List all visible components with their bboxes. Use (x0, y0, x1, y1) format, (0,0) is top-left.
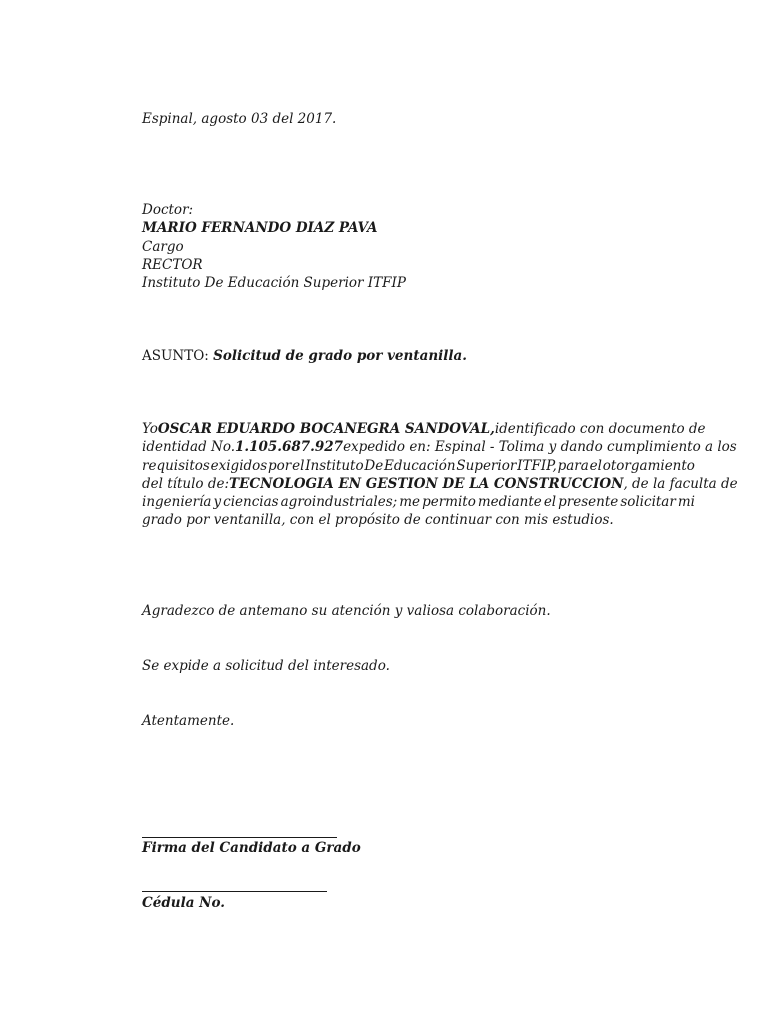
body-row (142, 457, 695, 475)
recipient-position: RECTOR (142, 257, 203, 273)
body-part4-word: Instituto (305, 457, 364, 474)
id-rule (142, 891, 327, 892)
body-part3: expedido en: Espinal - Tolima y dando cumplimiento a los (343, 439, 737, 456)
program-name: TECNOLOGIA EN GESTION DE LA CONSTRUCCION (229, 475, 624, 492)
date-line: Espinal, agosto 03 del 2017. (142, 111, 337, 127)
body-paragraph (142, 420, 738, 530)
body-part4-word: requisitos (142, 457, 210, 474)
body-row (142, 511, 695, 529)
closing-line: Atentamente. (142, 713, 235, 729)
body-part8: grado por ventanilla, con el propósito de continuar con mis estudios. (142, 512, 614, 529)
body-yo: Yo (142, 421, 158, 437)
body-part7-word: presente (558, 494, 619, 511)
issued-line: Se expide a solicitud del interesado. (142, 658, 390, 674)
body-part4-word: el (292, 457, 305, 474)
body-part1: identificado con documento de (494, 421, 706, 437)
subject-line (142, 347, 467, 365)
thanks-line: Agradezco de antemano su atención y valiosa colaboración. (142, 603, 551, 619)
body-part7-word: me (399, 494, 421, 511)
subject-text: Solicitud de grado por ventanilla. (213, 348, 467, 364)
signature-rule (142, 837, 337, 838)
recipient-cargo-label: Cargo (142, 239, 184, 255)
signature-label: Firma del Candidato a Grado (142, 840, 361, 856)
body-part2: identidad No. (142, 439, 236, 456)
body-part4-word: Superior (456, 457, 517, 474)
body-part4-word: Educación (384, 457, 456, 474)
body-part7-word: solicitar (620, 494, 676, 511)
recipient-name: MARIO FERNANDO DIAZ PAVA (142, 220, 378, 236)
body-part4-word: el (589, 457, 602, 474)
body-row (142, 475, 738, 493)
body-part5: del título de: (142, 475, 230, 492)
body-part7-word: agroindustriales; (280, 494, 398, 511)
body-part7-word: mi (677, 494, 695, 511)
body-part4-word: De (364, 457, 384, 474)
body-row (142, 493, 695, 511)
applicant-name: OSCAR EDUARDO BOCANEGRA SANDOVAL, (157, 421, 495, 437)
body-part7-word: ingeniería (142, 494, 212, 511)
body-part7-word: y (213, 494, 222, 511)
body-part4-word: para (557, 457, 589, 474)
body-part7-word: el (543, 494, 557, 511)
recipient-institution: Instituto De Educación Superior ITFIP (142, 275, 406, 291)
id-number: 1.105.687.927 (235, 439, 344, 456)
subject-label: ASUNTO: (142, 348, 209, 364)
body-row (142, 438, 737, 456)
body-part7-word: mediante (477, 494, 542, 511)
salutation: Doctor: (142, 202, 194, 218)
body-part4-word: otorgamiento (602, 457, 695, 474)
id-label: Cédula No. (142, 895, 225, 911)
body-part7-word: permito (422, 494, 476, 511)
body-part4-word: por (268, 457, 292, 474)
body-part7-word: ciencias (223, 494, 279, 511)
body-row (142, 420, 706, 438)
body-part6: , de la faculta de (623, 475, 738, 492)
body-part4-word: ITFIP, (517, 457, 557, 474)
body-part4-word: exigidos (210, 457, 268, 474)
